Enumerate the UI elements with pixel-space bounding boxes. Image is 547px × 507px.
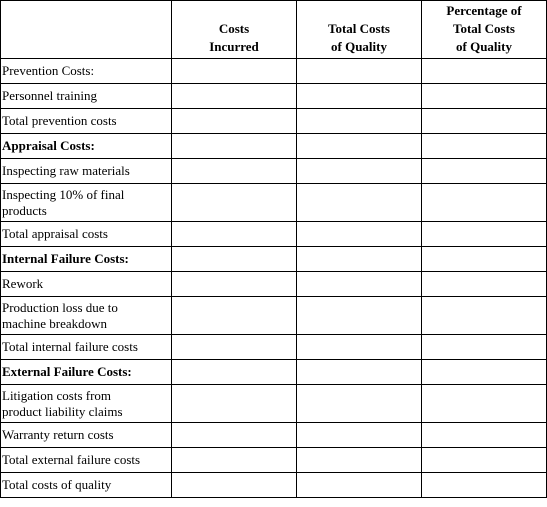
table-row (1, 109, 547, 134)
row-label-line: Prevention Costs: (2, 63, 95, 78)
costs-incurred-cell (172, 134, 297, 159)
costs-incurred-cell (172, 84, 297, 109)
row-label (1, 360, 172, 385)
costs-incurred-cell (172, 272, 297, 297)
row-label (1, 247, 172, 272)
row-label (1, 448, 172, 473)
percentage-cell (422, 423, 547, 448)
costs-incurred-cell (172, 184, 297, 222)
table-row (1, 184, 547, 222)
costs-incurred-cell (172, 423, 297, 448)
row-label (1, 423, 172, 448)
row-label (1, 222, 172, 247)
costs-incurred-cell (172, 109, 297, 134)
percentage-cell (422, 222, 547, 247)
row-label-line: product liability claims (2, 403, 123, 419)
table-row (1, 247, 547, 272)
header-total-costs-of-quality (297, 1, 422, 59)
row-label-line: Warranty return costs (2, 427, 114, 442)
percentage-cell (422, 297, 547, 335)
header-line: Total Costs (452, 21, 515, 36)
row-label-line: Internal Failure Costs: (2, 251, 129, 266)
costs-incurred-cell (172, 222, 297, 247)
row-label (1, 134, 172, 159)
costs-incurred-cell (172, 247, 297, 272)
row-label-line: machine breakdown (2, 315, 108, 331)
table-row (1, 272, 547, 297)
table-row (1, 297, 547, 335)
row-label-line: Total prevention costs (2, 113, 117, 128)
row-label-line: Appraisal Costs: (2, 138, 95, 153)
total-costs-cell (297, 335, 422, 360)
percentage-cell (422, 134, 547, 159)
total-costs-cell (297, 297, 422, 335)
table-row (1, 159, 547, 184)
row-label (1, 385, 172, 423)
row-label (1, 272, 172, 297)
header-row (1, 1, 547, 59)
costs-incurred-cell (172, 448, 297, 473)
costs-incurred-cell (172, 297, 297, 335)
percentage-cell (422, 448, 547, 473)
row-label (1, 59, 172, 84)
total-costs-cell (297, 272, 422, 297)
row-label-line: products (2, 202, 47, 218)
header-line: Total Costs (327, 21, 390, 36)
row-label (1, 159, 172, 184)
table-row (1, 448, 547, 473)
table-row (1, 335, 547, 360)
header-line: of Quality (331, 39, 387, 54)
row-label-line: Personnel training (2, 88, 97, 103)
total-costs-cell (297, 222, 422, 247)
percentage-cell (422, 184, 547, 222)
row-label-line: Inspecting 10% of final (2, 186, 125, 202)
header-blank (1, 1, 172, 59)
total-costs-cell (297, 134, 422, 159)
table-row (1, 473, 547, 498)
row-label (1, 109, 172, 134)
percentage-cell (422, 59, 547, 84)
total-costs-cell (297, 473, 422, 498)
header-costs-incurred (172, 1, 297, 59)
row-label-line: Inspecting raw materials (2, 163, 130, 178)
table-body (1, 59, 547, 498)
row-label-line: Total costs of quality (2, 477, 112, 492)
costs-incurred-cell (172, 59, 297, 84)
total-costs-cell (297, 448, 422, 473)
total-costs-cell (297, 184, 422, 222)
costs-incurred-cell (172, 335, 297, 360)
percentage-cell (422, 385, 547, 423)
percentage-cell (422, 109, 547, 134)
header-line: Percentage of (446, 3, 522, 18)
total-costs-cell (297, 360, 422, 385)
percentage-cell (422, 247, 547, 272)
costs-incurred-cell (172, 473, 297, 498)
total-costs-cell (297, 84, 422, 109)
header-percentage (422, 1, 547, 59)
row-label-line: Litigation costs from (2, 387, 112, 403)
costs-incurred-cell (172, 159, 297, 184)
row-label (1, 184, 172, 222)
table-row (1, 59, 547, 84)
row-label-line: External Failure Costs: (2, 364, 132, 379)
total-costs-cell (297, 59, 422, 84)
percentage-cell (422, 272, 547, 297)
row-label-line: Production loss due to (2, 299, 118, 315)
row-label (1, 297, 172, 335)
total-costs-cell (297, 423, 422, 448)
total-costs-cell (297, 247, 422, 272)
table-row (1, 385, 547, 423)
table-row (1, 423, 547, 448)
row-label (1, 473, 172, 498)
row-label-line: Rework (2, 276, 44, 291)
costs-incurred-cell (172, 385, 297, 423)
header-line: of Quality (456, 39, 512, 54)
row-label-line: Total appraisal costs (2, 226, 108, 241)
table-row (1, 360, 547, 385)
table-row (1, 134, 547, 159)
total-costs-cell (297, 109, 422, 134)
percentage-cell (422, 159, 547, 184)
percentage-cell (422, 360, 547, 385)
percentage-cell (422, 335, 547, 360)
row-label-line: Total external failure costs (2, 452, 141, 467)
header-line: Incurred (209, 39, 259, 54)
percentage-cell (422, 84, 547, 109)
total-costs-cell (297, 159, 422, 184)
row-label (1, 84, 172, 109)
table-row (1, 222, 547, 247)
row-label-line: Total internal failure costs (2, 339, 138, 354)
table-row (1, 84, 547, 109)
row-label (1, 335, 172, 360)
costs-incurred-cell (172, 360, 297, 385)
total-costs-cell (297, 385, 422, 423)
header-line: Costs (218, 21, 250, 36)
percentage-cell (422, 473, 547, 498)
